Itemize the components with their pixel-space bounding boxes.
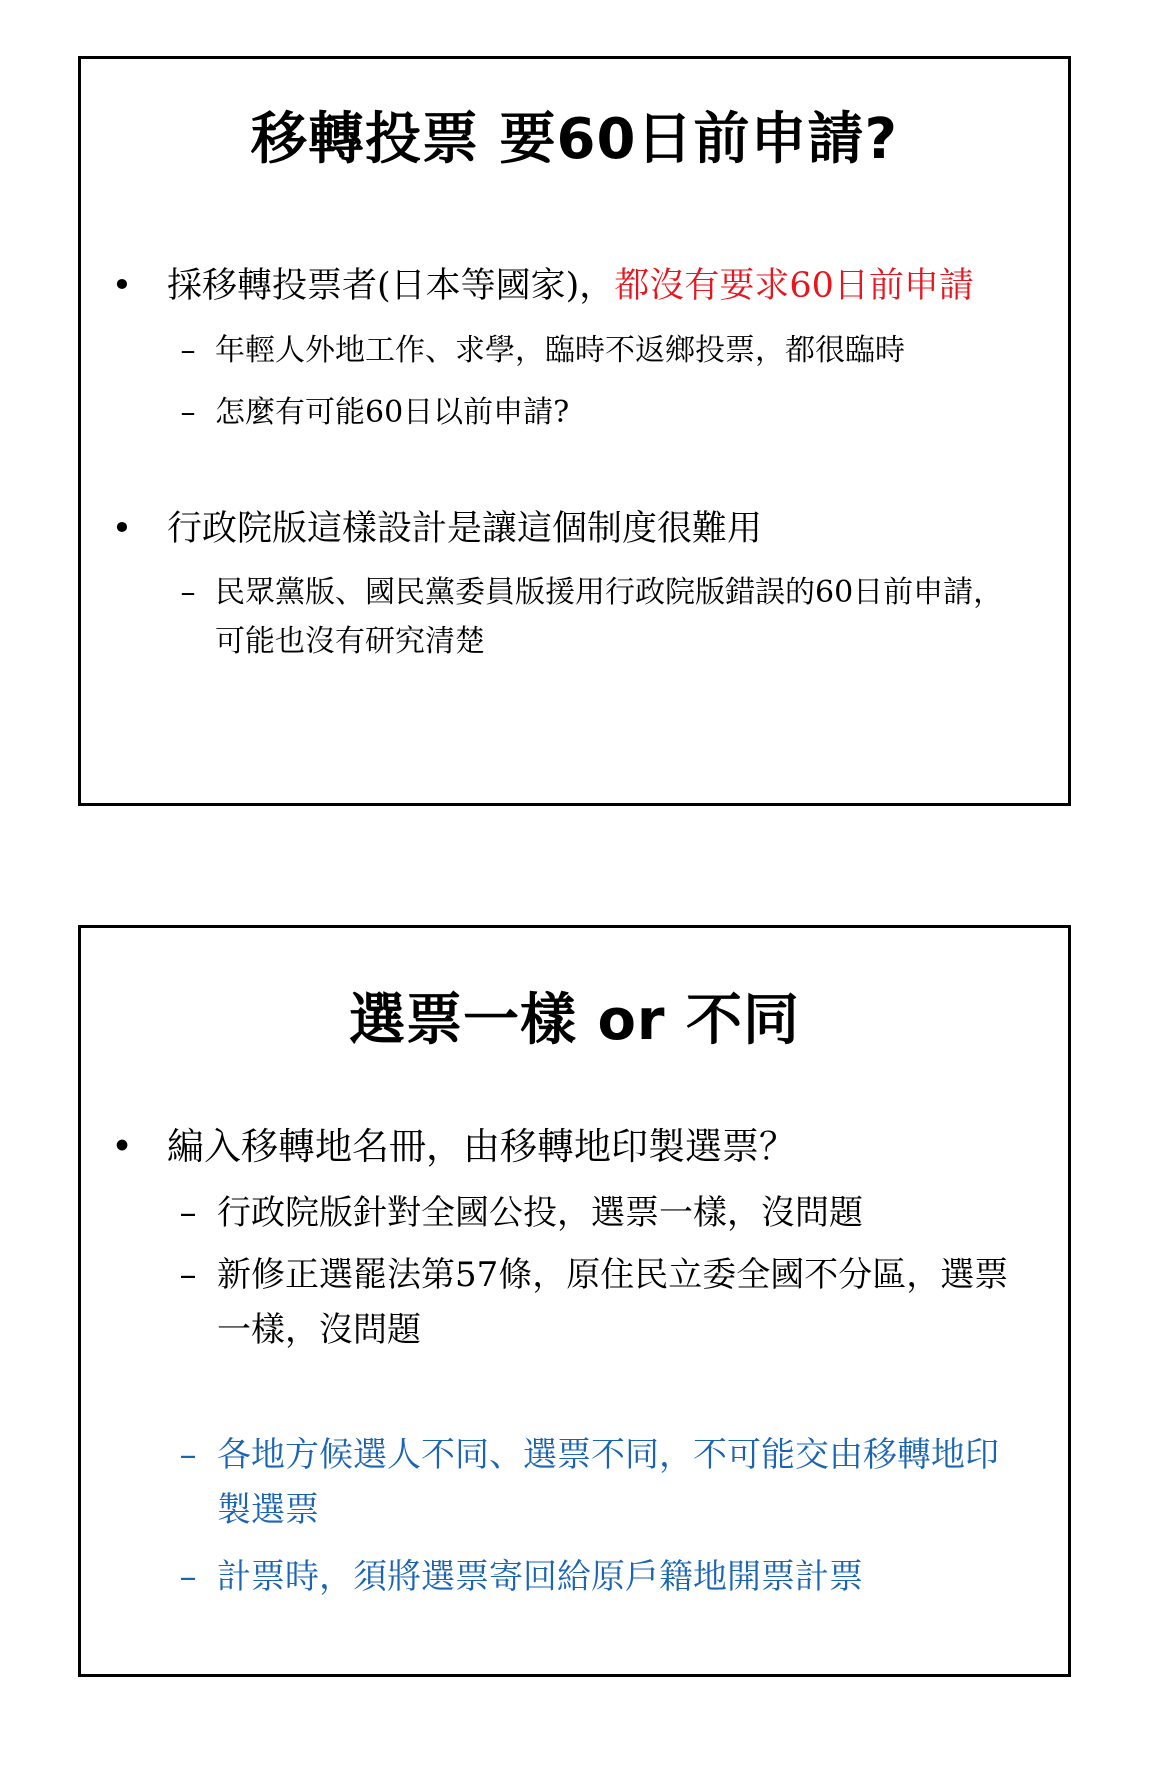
bullet-text xyxy=(167,264,1048,310)
bullet-marker: • xyxy=(111,1125,133,1168)
sub-bullet-marker: – xyxy=(180,333,196,368)
sub-bullet-marker: – xyxy=(180,575,196,610)
sub-bullet-text: 年輕人外地工作、求學，臨時不返鄉投票，都很臨時 xyxy=(215,333,905,368)
bullet-item xyxy=(107,264,1048,310)
sub-bullet-item xyxy=(173,389,1028,438)
sub-bullet-item xyxy=(173,1248,1028,1358)
sub-bullet-text: 怎麼有可能60日以前申請? xyxy=(215,395,570,430)
sub-bullet-item xyxy=(173,1550,1028,1605)
sub-bullet-item xyxy=(173,1186,1028,1241)
sub-bullet-text: 新修正選罷法第57條，原住民立委全國不分區，選票一樣，沒問題 xyxy=(217,1255,1009,1351)
bullet-text: 編入移轉地名冊，由移轉地印製選票？ xyxy=(167,1125,796,1168)
sub-bullet-marker: – xyxy=(180,395,196,430)
bullet-marker: • xyxy=(111,266,133,306)
bullet-item xyxy=(107,507,1048,553)
slide-1 xyxy=(78,56,1071,806)
sub-bullet-text: 行政院版針對全國公投，選票一樣，沒問題 xyxy=(217,1193,863,1233)
bullet-marker: • xyxy=(111,509,133,549)
sub-bullet-marker: – xyxy=(179,1557,197,1597)
sub-bullet-text: 各地方候選人不同、選票不同，不可能交由移轉地印製選票 xyxy=(217,1435,999,1531)
sub-bullet-text: 民眾黨版、國民黨委員版援用行政院版錯誤的60日前申請，可能也沒有研究清楚 xyxy=(215,575,1004,659)
sub-bullet-item xyxy=(173,569,1008,666)
sub-bullet-item xyxy=(173,327,1028,376)
sub-bullet-marker: – xyxy=(179,1435,197,1475)
slide-title: 選票一樣 or 不同 xyxy=(348,988,801,1053)
bullet-text-highlight: 都沒有要求60日前申請 xyxy=(614,266,974,306)
sub-bullet-marker: – xyxy=(179,1255,197,1295)
slide-title: 移轉投票 要60日前申請? xyxy=(251,107,898,172)
bullet-text: 行政院版這樣設計是讓這個制度很難用 xyxy=(167,509,763,549)
bullet-item xyxy=(107,1123,1048,1171)
sub-bullet-text: 計票時，須將選票寄回給原戶籍地開票計票 xyxy=(217,1557,863,1597)
bullet-text-plain: 採移轉投票者(日本等國家)， xyxy=(167,266,615,306)
sub-bullet-marker: – xyxy=(179,1193,197,1233)
sub-bullet-item xyxy=(173,1428,1028,1538)
slide-2 xyxy=(78,925,1071,1677)
